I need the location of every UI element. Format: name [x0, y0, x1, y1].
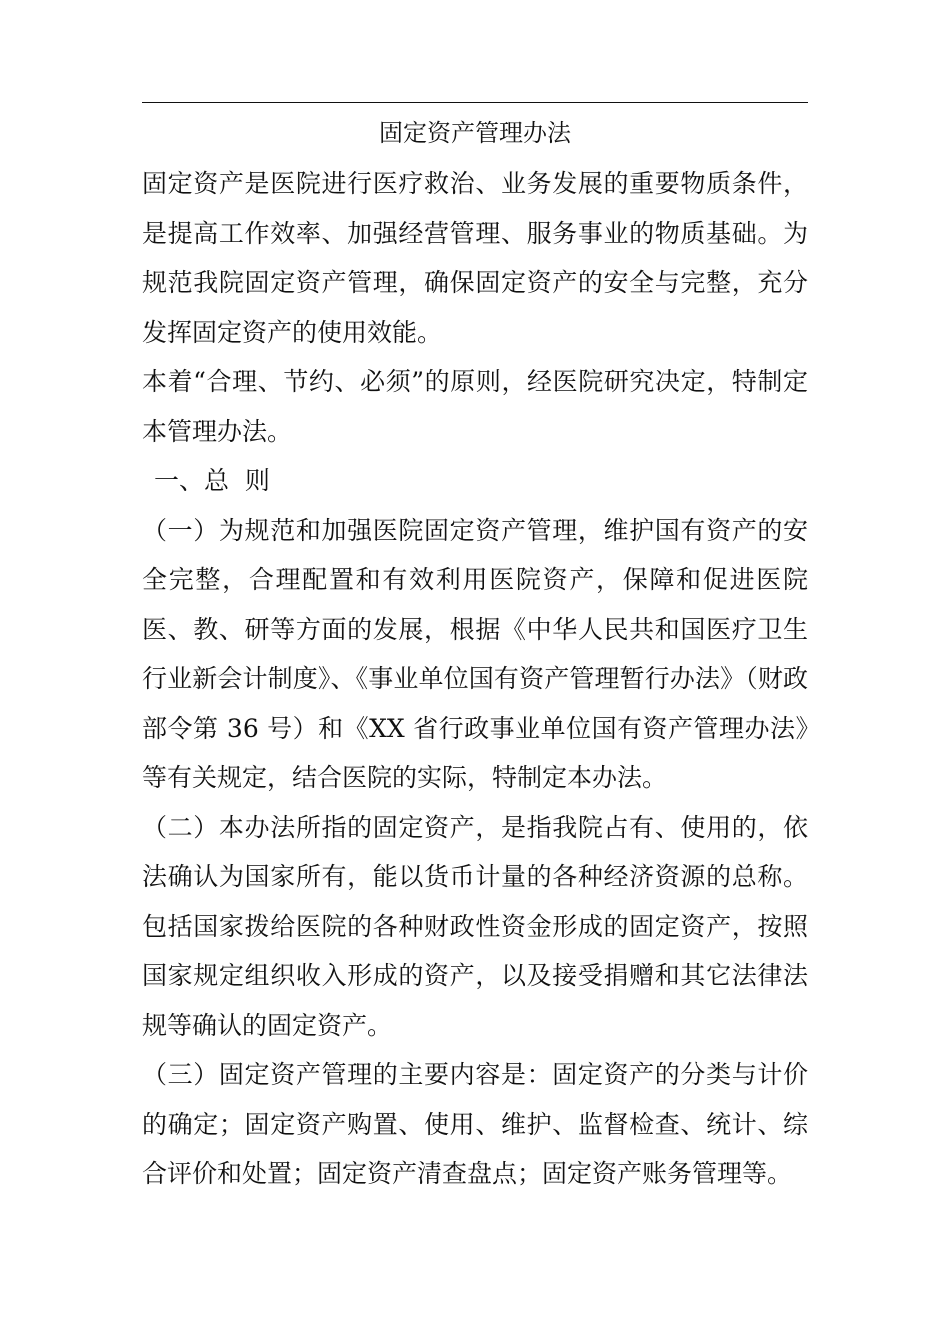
article-2: （二）本办法所指的固定资产，是指我院占有、使用的，依法确认为国家所有，能以货币计量的各种经济资源的总称。包括国家拨给医院的各种财政性资金形成的固定资产，按照国家规定组织收入形成的资产，以及接受捐赠和其它法律法规等确认的固定资产。: [142, 812, 808, 1040]
document-title: 固定资产管理办法: [379, 119, 571, 147]
intro-paragraph-1: 固定资产是医院进行医疗救治、业务发展的重要物质条件，是提高工作效率、加强经营管理、服务事业的物质基础。为规范我院固定资产管理，确保固定资产的安全与完整，充分发挥固定资产的使用效能。: [142, 169, 808, 347]
header-rule: [142, 102, 808, 103]
article-1: （一）为规范和加强医院固定资产管理，维护国有资产的安全完整，合理配置和有效利用医院资产，保障和促进医院医、教、研等方面的发展，根据《中华人民共和国医疗卫生行业新会计制度》、《事业单位国有资产管理暂行办法》（财政部令第 36 号）和《XX 省行政事业单位国有资产管理办法》等有关规定，结合医院的实际，特制定本办法。: [142, 515, 808, 792]
intro-paragraph-2: 本着“合理、节约、必须”的原则，经医院研究决定，特制定本管理办法。: [142, 367, 808, 446]
document-page: [142, 102, 808, 1199]
article-3: （三）固定资产管理的主要内容是：固定资产的分类与计价的确定；固定资产购置、使用、维护、监督检查、统计、综合评价和处置；固定资产清查盘点；固定资产账务管理等。: [142, 1060, 808, 1188]
section-heading-general: 一、总 则: [154, 466, 270, 495]
